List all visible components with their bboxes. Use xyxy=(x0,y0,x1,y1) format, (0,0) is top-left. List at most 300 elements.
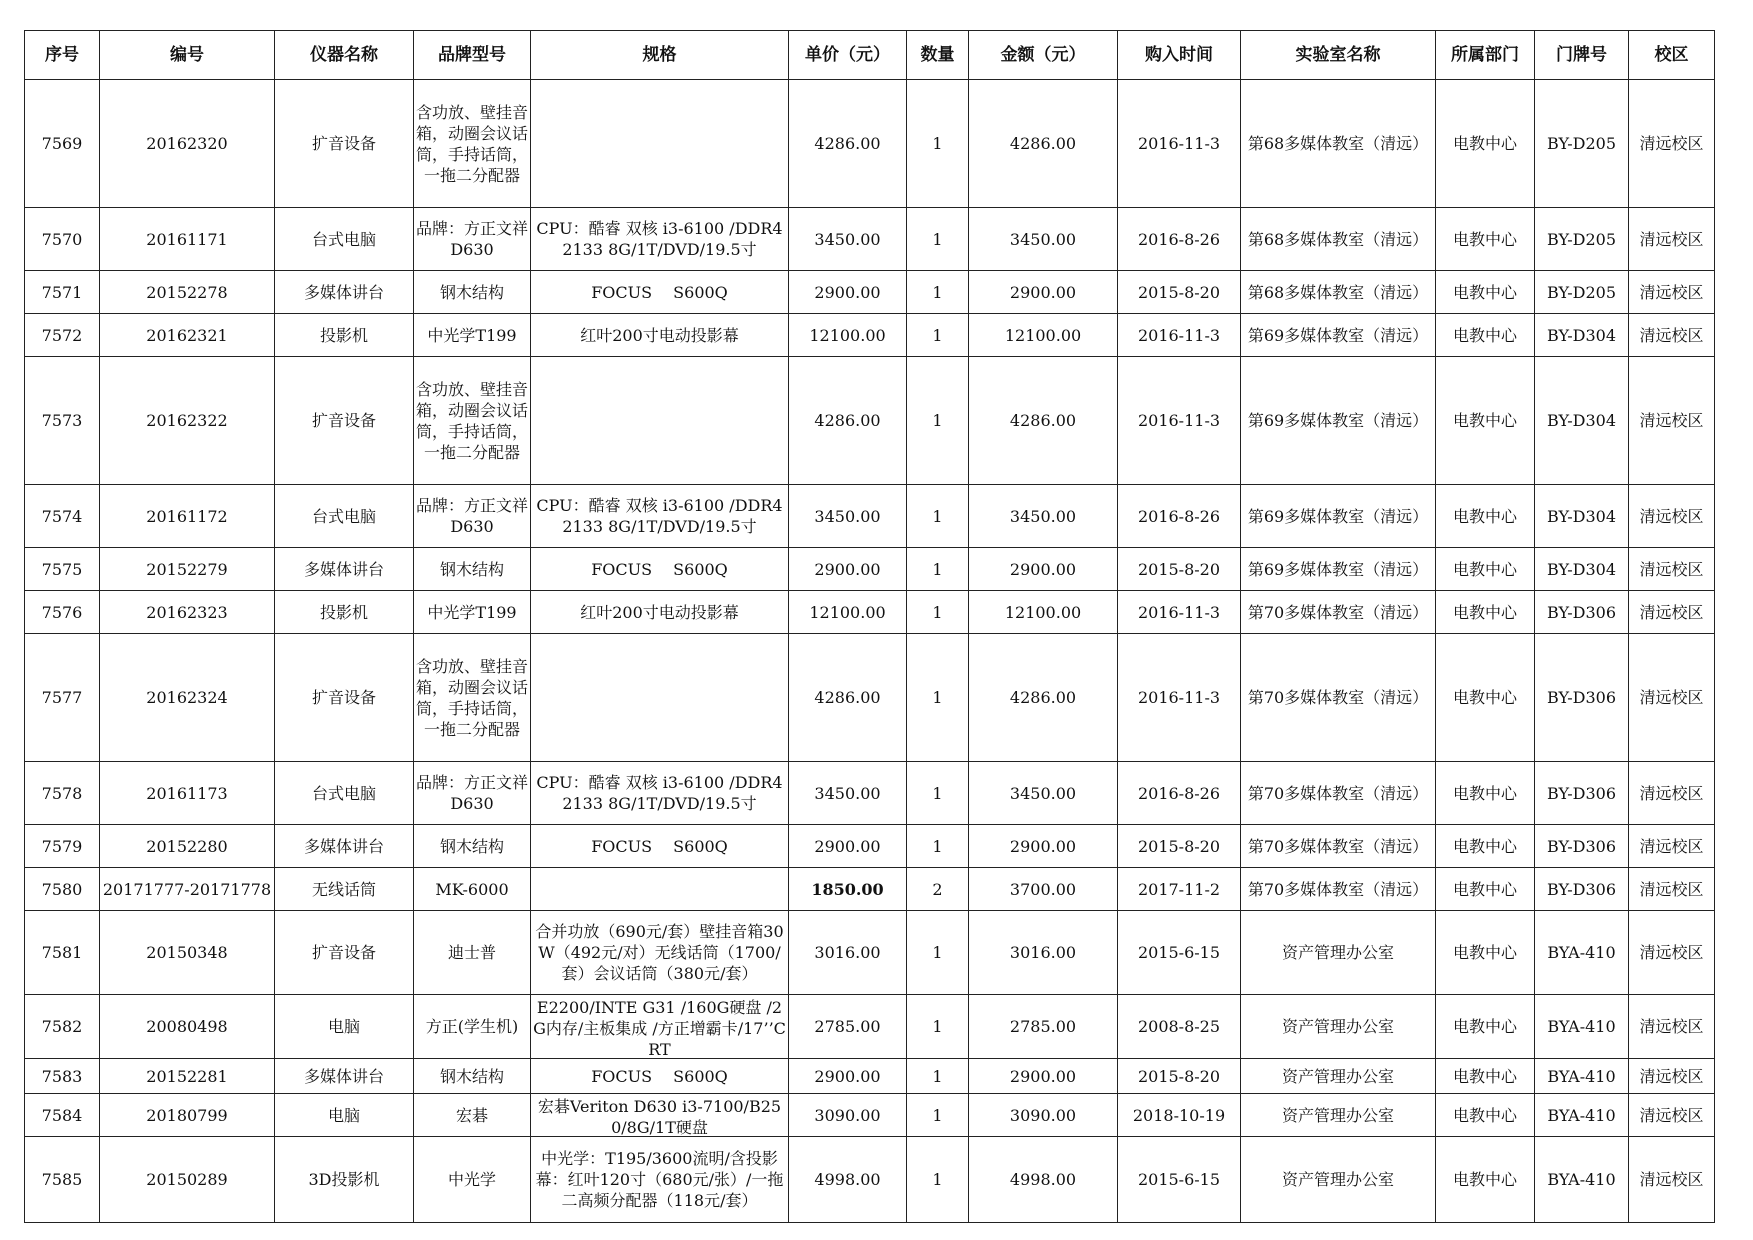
cell-text-brand: 宏碁 xyxy=(455,1105,488,1125)
cell-dept xyxy=(1436,1137,1535,1223)
cell-text-name: 多媒体讲台 xyxy=(303,1066,384,1086)
cell-text-brand: 钢木结构 xyxy=(439,836,504,856)
cell-text-brand: 含功放、壁挂音箱，动圈会议话筒，手持话筒，一拖二分配器 xyxy=(416,102,528,185)
cell-text-amount: 3090.00 xyxy=(1009,1105,1077,1125)
cell-text-qty: 1 xyxy=(932,325,943,345)
cell-text-name: 台式电脑 xyxy=(311,783,376,803)
cell-text-name: 3D投影机 xyxy=(308,1170,380,1189)
cell-name xyxy=(275,591,414,634)
cell-date xyxy=(1118,314,1241,357)
cell-text-room: BY-D304 xyxy=(1546,506,1617,526)
cell-text-dept: 电教中心 xyxy=(1452,688,1517,707)
cell-campus xyxy=(1629,357,1715,485)
cell-amount xyxy=(969,208,1118,271)
header-dept: 所属部门 xyxy=(1436,31,1535,80)
cell-text-lab: 第69多媒体教室（清远） xyxy=(1247,506,1429,526)
cell-text-dept: 电教中心 xyxy=(1452,783,1517,803)
table-row xyxy=(25,485,1715,548)
cell-text-qty: 1 xyxy=(932,229,943,249)
cell-text-name: 投影机 xyxy=(319,325,368,345)
cell-text-qty: 1 xyxy=(932,783,943,803)
cell-text-code: 20152280 xyxy=(146,836,228,856)
table-row xyxy=(25,208,1715,271)
cell-text-campus: 清远校区 xyxy=(1639,411,1704,430)
cell-text-seq: 7580 xyxy=(41,879,83,899)
cell-spec xyxy=(531,868,789,911)
cell-text-brand: 中光学T199 xyxy=(427,602,517,622)
cell-text-price: 4998.00 xyxy=(814,1170,881,1189)
cell-text-qty: 1 xyxy=(932,282,943,302)
header-lab: 实验室名称 xyxy=(1241,31,1436,80)
cell-text-spec: CPU：酷睿 双核 i3-6100 /DDR4 2133 8G/1T/DVD/19.5寸 xyxy=(536,773,783,813)
cell-spec xyxy=(531,634,789,762)
cell-lab xyxy=(1241,825,1436,868)
cell-qty xyxy=(907,825,969,868)
cell-amount xyxy=(969,911,1118,995)
cell-date xyxy=(1118,591,1241,634)
cell-code xyxy=(100,357,275,485)
cell-qty xyxy=(907,1059,969,1094)
cell-text-date: 2016-8-26 xyxy=(1137,783,1221,803)
cell-spec xyxy=(531,995,789,1059)
cell-text-amount: 2900.00 xyxy=(1009,1066,1077,1086)
cell-text-room: BY-D306 xyxy=(1546,879,1617,899)
cell-brand xyxy=(414,591,531,634)
cell-text-lab: 第70多媒体教室（清远） xyxy=(1247,783,1429,803)
cell-amount xyxy=(969,314,1118,357)
cell-code xyxy=(100,591,275,634)
cell-date xyxy=(1118,208,1241,271)
cell-text-lab: 第68多媒体教室（清远） xyxy=(1247,134,1429,153)
cell-lab xyxy=(1241,80,1436,208)
table-row xyxy=(25,995,1715,1059)
cell-code xyxy=(100,1059,275,1094)
cell-text-code: 20161173 xyxy=(146,783,228,803)
cell-text-date: 2016-8-26 xyxy=(1137,229,1221,249)
cell-room xyxy=(1535,1059,1629,1094)
cell-text-dept: 电教中心 xyxy=(1452,1105,1517,1125)
cell-seq xyxy=(25,208,100,271)
cell-text-amount: 2900.00 xyxy=(1009,559,1077,579)
cell-text-price: 2900.00 xyxy=(814,559,881,579)
cell-text-spec: 红叶200寸电动投影幕 xyxy=(580,602,739,622)
cell-text-lab: 资产管理办公室 xyxy=(1281,1017,1394,1036)
cell-amount xyxy=(969,634,1118,762)
cell-text-room: BY-D205 xyxy=(1546,229,1617,249)
cell-brand xyxy=(414,634,531,762)
cell-spec xyxy=(531,825,789,868)
cell-campus xyxy=(1629,548,1715,591)
cell-text-room: BYA-410 xyxy=(1547,1017,1616,1036)
cell-code xyxy=(100,1094,275,1137)
cell-campus xyxy=(1629,634,1715,762)
cell-text-lab: 第70多媒体教室（清远） xyxy=(1247,836,1429,856)
cell-price xyxy=(789,825,907,868)
cell-name xyxy=(275,80,414,208)
cell-text-dept: 电教中心 xyxy=(1452,282,1517,302)
cell-campus xyxy=(1629,591,1715,634)
cell-lab xyxy=(1241,271,1436,314)
cell-spec xyxy=(531,1094,789,1137)
cell-brand xyxy=(414,271,531,314)
cell-campus xyxy=(1629,1137,1715,1223)
cell-qty xyxy=(907,911,969,995)
cell-seq xyxy=(25,548,100,591)
cell-date xyxy=(1118,1094,1241,1137)
cell-price xyxy=(789,314,907,357)
cell-text-spec: 红叶200寸电动投影幕 xyxy=(580,325,739,345)
cell-lab xyxy=(1241,485,1436,548)
cell-spec xyxy=(531,314,789,357)
cell-text-room: BY-D306 xyxy=(1546,783,1617,803)
cell-text-date: 2016-11-3 xyxy=(1137,325,1221,345)
cell-lab xyxy=(1241,868,1436,911)
header-campus: 校区 xyxy=(1629,31,1715,80)
table-row xyxy=(25,591,1715,634)
cell-text-spec: CPU：酷睿 双核 i3-6100 /DDR4 2133 8G/1T/DVD/19.5寸 xyxy=(536,496,783,536)
cell-dept xyxy=(1436,1094,1535,1137)
header-name: 仪器名称 xyxy=(275,31,414,80)
cell-amount xyxy=(969,271,1118,314)
cell-text-seq: 7572 xyxy=(41,325,83,345)
table-row xyxy=(25,271,1715,314)
cell-brand xyxy=(414,314,531,357)
cell-brand xyxy=(414,1137,531,1223)
cell-text-campus: 清远校区 xyxy=(1639,688,1704,707)
cell-dept xyxy=(1436,314,1535,357)
cell-date xyxy=(1118,762,1241,825)
cell-brand xyxy=(414,1059,531,1094)
cell-text-price: 3450.00 xyxy=(814,229,881,249)
cell-text-amount: 4286.00 xyxy=(1009,134,1077,153)
header-qty: 数量 xyxy=(907,31,969,80)
cell-text-lab: 第70多媒体教室（清远） xyxy=(1247,602,1429,622)
cell-lab xyxy=(1241,1059,1436,1094)
cell-text-campus: 清远校区 xyxy=(1639,1170,1704,1189)
cell-text-qty: 2 xyxy=(932,879,943,899)
cell-campus xyxy=(1629,1059,1715,1094)
cell-amount xyxy=(969,1094,1118,1137)
cell-seq xyxy=(25,911,100,995)
cell-text-name: 扩音设备 xyxy=(311,943,376,962)
cell-text-qty: 1 xyxy=(932,1017,943,1036)
cell-price xyxy=(789,634,907,762)
cell-dept xyxy=(1436,591,1535,634)
cell-brand xyxy=(414,548,531,591)
cell-text-qty: 1 xyxy=(932,1170,943,1189)
cell-text-name: 多媒体讲台 xyxy=(303,282,384,302)
cell-campus xyxy=(1629,208,1715,271)
cell-lab xyxy=(1241,995,1436,1059)
cell-text-brand: 钢木结构 xyxy=(439,1066,504,1086)
cell-room xyxy=(1535,911,1629,995)
cell-qty xyxy=(907,357,969,485)
cell-text-qty: 1 xyxy=(932,1066,943,1086)
table-row xyxy=(25,548,1715,591)
cell-text-qty: 1 xyxy=(932,134,943,153)
cell-name xyxy=(275,1137,414,1223)
cell-text-name: 多媒体讲台 xyxy=(303,559,384,579)
cell-dept xyxy=(1436,208,1535,271)
cell-brand xyxy=(414,80,531,208)
cell-text-code: 20162322 xyxy=(146,411,228,430)
cell-code xyxy=(100,825,275,868)
cell-price xyxy=(789,868,907,911)
cell-text-date: 2008-8-25 xyxy=(1137,1017,1221,1036)
cell-text-name: 扩音设备 xyxy=(311,411,376,430)
cell-lab xyxy=(1241,634,1436,762)
cell-text-amount: 2900.00 xyxy=(1009,836,1077,856)
cell-text-date: 2018-10-19 xyxy=(1132,1105,1226,1125)
cell-text-seq: 7571 xyxy=(41,282,83,302)
cell-amount xyxy=(969,80,1118,208)
header-row xyxy=(25,31,1715,80)
cell-text-seq: 7574 xyxy=(41,506,83,526)
cell-text-dept: 电教中心 xyxy=(1452,879,1517,899)
cell-name xyxy=(275,762,414,825)
cell-code xyxy=(100,208,275,271)
cell-seq xyxy=(25,1094,100,1137)
cell-date xyxy=(1118,485,1241,548)
cell-text-code: 20150289 xyxy=(146,1170,228,1189)
cell-text-dept: 电教中心 xyxy=(1452,506,1517,526)
cell-seq xyxy=(25,271,100,314)
cell-qty xyxy=(907,314,969,357)
cell-text-price: 4286.00 xyxy=(814,411,881,430)
cell-price xyxy=(789,548,907,591)
cell-text-amount: 12100.00 xyxy=(1004,325,1082,345)
cell-text-campus: 清远校区 xyxy=(1639,506,1704,526)
cell-qty xyxy=(907,485,969,548)
cell-text-brand: 品牌：方正文祥D630 xyxy=(416,773,528,813)
cell-text-amount: 2900.00 xyxy=(1009,282,1077,302)
cell-code xyxy=(100,80,275,208)
cell-text-seq: 7584 xyxy=(41,1105,83,1125)
cell-text-dept: 电教中心 xyxy=(1452,325,1517,345)
cell-price xyxy=(789,357,907,485)
equipment-table xyxy=(24,30,1715,1223)
cell-campus xyxy=(1629,271,1715,314)
cell-seq xyxy=(25,314,100,357)
cell-text-seq: 7581 xyxy=(41,943,83,962)
cell-text-brand: 钢木结构 xyxy=(439,282,504,302)
cell-text-lab: 第69多媒体教室（清远） xyxy=(1247,411,1429,430)
cell-text-brand: 品牌：方正文祥D630 xyxy=(416,219,528,259)
cell-date xyxy=(1118,357,1241,485)
cell-text-seq: 7576 xyxy=(41,602,83,622)
cell-code xyxy=(100,271,275,314)
cell-text-name: 电脑 xyxy=(327,1105,360,1125)
cell-text-code: 20152279 xyxy=(146,559,228,579)
cell-qty xyxy=(907,634,969,762)
cell-qty xyxy=(907,1137,969,1223)
cell-spec xyxy=(531,762,789,825)
cell-text-qty: 1 xyxy=(932,506,943,526)
cell-text-amount: 3700.00 xyxy=(1009,879,1077,899)
cell-text-dept: 电教中心 xyxy=(1452,1066,1517,1086)
cell-text-date: 2016-11-3 xyxy=(1137,602,1221,622)
cell-code xyxy=(100,634,275,762)
cell-text-lab: 第68多媒体教室（清远） xyxy=(1247,282,1429,302)
table-row xyxy=(25,911,1715,995)
cell-text-spec: FOCUS S600Q xyxy=(591,282,728,302)
cell-brand xyxy=(414,485,531,548)
cell-amount xyxy=(969,995,1118,1059)
cell-text-amount: 2785.00 xyxy=(1009,1017,1077,1036)
cell-text-dept: 电教中心 xyxy=(1452,602,1517,622)
cell-dept xyxy=(1436,762,1535,825)
cell-text-campus: 清远校区 xyxy=(1639,1105,1704,1125)
cell-text-price: 12100.00 xyxy=(809,602,886,622)
cell-date xyxy=(1118,1137,1241,1223)
cell-name xyxy=(275,485,414,548)
cell-text-dept: 电教中心 xyxy=(1452,1017,1517,1036)
cell-text-amount: 3016.00 xyxy=(1009,943,1077,962)
header-amount: 金额（元） xyxy=(969,31,1118,80)
cell-spec xyxy=(531,485,789,548)
cell-price xyxy=(789,1094,907,1137)
cell-date xyxy=(1118,80,1241,208)
cell-qty xyxy=(907,548,969,591)
cell-name xyxy=(275,548,414,591)
cell-text-price: 2900.00 xyxy=(814,282,881,302)
cell-text-date: 2016-11-3 xyxy=(1137,134,1221,153)
cell-date xyxy=(1118,634,1241,762)
cell-lab xyxy=(1241,1137,1436,1223)
cell-lab xyxy=(1241,911,1436,995)
cell-text-price: 3090.00 xyxy=(814,1105,881,1125)
cell-brand xyxy=(414,1094,531,1137)
cell-text-spec: FOCUS S600Q xyxy=(591,1066,728,1086)
cell-text-campus: 清远校区 xyxy=(1639,879,1704,899)
cell-spec xyxy=(531,1137,789,1223)
cell-text-qty: 1 xyxy=(932,559,943,579)
cell-date xyxy=(1118,911,1241,995)
cell-dept xyxy=(1436,911,1535,995)
cell-text-seq: 7570 xyxy=(41,229,83,249)
cell-seq xyxy=(25,868,100,911)
cell-lab xyxy=(1241,591,1436,634)
cell-text-qty: 1 xyxy=(932,1105,943,1125)
cell-text-date: 2015-8-20 xyxy=(1137,282,1221,302)
cell-text-code: 20162323 xyxy=(146,602,228,622)
cell-room xyxy=(1535,995,1629,1059)
cell-qty xyxy=(907,762,969,825)
header-room: 门牌号 xyxy=(1535,31,1629,80)
cell-seq xyxy=(25,995,100,1059)
cell-text-dept: 电教中心 xyxy=(1452,411,1517,430)
cell-text-code: 20171777-20171778 xyxy=(102,879,272,899)
cell-text-date: 2015-6-15 xyxy=(1137,943,1221,962)
cell-code xyxy=(100,868,275,911)
cell-text-room: BY-D205 xyxy=(1546,134,1617,153)
cell-text-code: 20161172 xyxy=(146,506,228,526)
cell-text-seq: 7585 xyxy=(41,1170,83,1189)
cell-name xyxy=(275,1094,414,1137)
cell-price xyxy=(789,995,907,1059)
cell-name xyxy=(275,868,414,911)
cell-text-lab: 第69多媒体教室（清远） xyxy=(1247,559,1429,579)
cell-text-spec: 宏碁Veriton D630 i3-7100/B250/8G/1T硬盘 xyxy=(537,1096,782,1135)
cell-text-amount: 12100.00 xyxy=(1004,602,1082,622)
cell-text-price: 1850.00 xyxy=(811,879,884,899)
cell-text-brand: 中光学T199 xyxy=(427,325,517,345)
cell-text-price: 4286.00 xyxy=(814,688,881,707)
cell-text-code: 20152278 xyxy=(146,282,228,302)
cell-text-lab: 第68多媒体教室（清远） xyxy=(1247,229,1429,249)
cell-dept xyxy=(1436,357,1535,485)
cell-room xyxy=(1535,314,1629,357)
cell-brand xyxy=(414,762,531,825)
cell-text-brand: 方正(学生机) xyxy=(425,1017,519,1036)
cell-date xyxy=(1118,995,1241,1059)
cell-text-lab: 资产管理办公室 xyxy=(1281,1066,1394,1086)
cell-campus xyxy=(1629,995,1715,1059)
cell-room xyxy=(1535,80,1629,208)
cell-amount xyxy=(969,825,1118,868)
header-code: 编号 xyxy=(100,31,275,80)
cell-text-qty: 1 xyxy=(932,602,943,622)
cell-text-spec: FOCUS S600Q xyxy=(591,559,728,579)
cell-text-spec: CPU：酷睿 双核 i3-6100 /DDR4 2133 8G/1T/DVD/19.5寸 xyxy=(536,219,783,259)
cell-name xyxy=(275,208,414,271)
cell-seq xyxy=(25,485,100,548)
cell-text-room: BY-D304 xyxy=(1546,411,1617,430)
cell-text-date: 2016-8-26 xyxy=(1137,506,1221,526)
cell-text-brand: 品牌：方正文祥D630 xyxy=(416,496,528,536)
table-row xyxy=(25,825,1715,868)
cell-text-name: 投影机 xyxy=(319,602,368,622)
cell-text-date: 2015-8-20 xyxy=(1137,559,1221,579)
cell-price xyxy=(789,762,907,825)
cell-amount xyxy=(969,1059,1118,1094)
cell-lab xyxy=(1241,1094,1436,1137)
cell-code xyxy=(100,911,275,995)
cell-text-seq: 7569 xyxy=(41,134,83,153)
cell-text-date: 2016-11-3 xyxy=(1137,688,1221,707)
cell-text-campus: 清远校区 xyxy=(1639,943,1704,962)
cell-lab xyxy=(1241,548,1436,591)
header-seq: 序号 xyxy=(25,31,100,80)
cell-text-price: 4286.00 xyxy=(814,134,881,153)
cell-spec xyxy=(531,80,789,208)
cell-campus xyxy=(1629,762,1715,825)
cell-seq xyxy=(25,762,100,825)
cell-text-code: 20152281 xyxy=(146,1066,228,1086)
cell-text-lab: 第70多媒体教室（清远） xyxy=(1247,688,1429,707)
cell-text-price: 2785.00 xyxy=(814,1017,881,1036)
cell-room xyxy=(1535,762,1629,825)
cell-name xyxy=(275,995,414,1059)
cell-text-price: 2900.00 xyxy=(814,1066,881,1086)
cell-amount xyxy=(969,357,1118,485)
cell-text-dept: 电教中心 xyxy=(1452,559,1517,579)
cell-text-amount: 3450.00 xyxy=(1009,506,1077,526)
cell-text-name: 电脑 xyxy=(327,1017,360,1036)
cell-text-amount: 3450.00 xyxy=(1009,229,1077,249)
cell-amount xyxy=(969,548,1118,591)
cell-dept xyxy=(1436,1059,1535,1094)
cell-text-campus: 清远校区 xyxy=(1639,229,1704,249)
cell-code xyxy=(100,995,275,1059)
cell-code xyxy=(100,548,275,591)
cell-room xyxy=(1535,271,1629,314)
cell-room xyxy=(1535,591,1629,634)
table-row xyxy=(25,762,1715,825)
cell-text-date: 2015-8-20 xyxy=(1137,1066,1221,1086)
cell-amount xyxy=(969,868,1118,911)
header-date: 购入时间 xyxy=(1118,31,1241,80)
